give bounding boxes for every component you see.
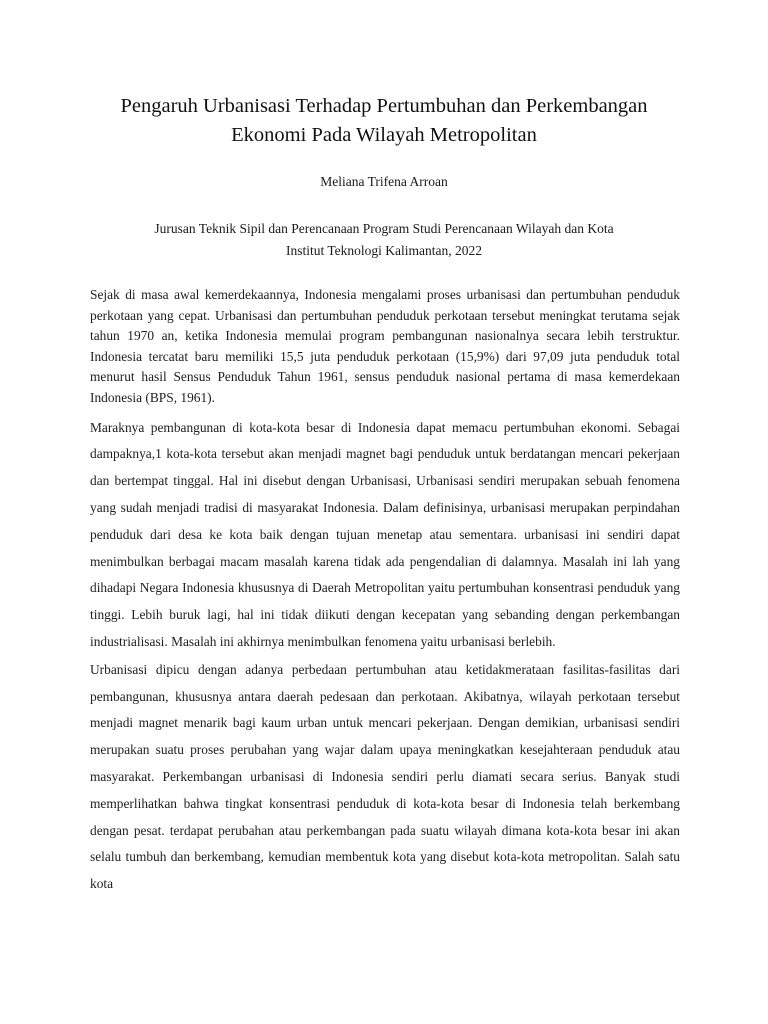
title-line-2: Ekonomi Pada Wilayah Metropolitan xyxy=(231,124,537,146)
affiliation xyxy=(0,218,768,262)
author-name: Meliana Trifena Arroan xyxy=(320,174,448,189)
paragraph-3: Urbanisasi dipicu dengan adanya perbedaan pertumbuhan atau ketidakmerataan fasilitas-fasilitas dari pembangunan, khususnya antara daerah pedesaan dan perkotaan. Akibatnya, wilayah perkotaan tersebut menjadi magnet menarik bagi kaum urban untuk mencari pekerjaan. Dengan demikian, urbanisasi sendiri merupakan suatu proses perubahan yang wajar dalam upaya meningkatkan kesejahteraan penduduk atau masyarakat. Perkembangan urbanisasi di Indonesia sendiri perlu diamati secara serius. Banyak studi memperlihatkan bahwa tingkat konsentrasi penduduk di kota-kota besar di Indonesia telah berkembang dengan pesat. terdapat perubahan atau perkembangan pada suatu wilayah dimana kota-kota besar ini akan selalu tumbuh dan berkembang, kemudian membentuk kota yang disebut kota-kota metropolitan. Salah satu kota xyxy=(90,661,680,892)
title-line-1: Pengaruh Urbanisasi Terhadap Pertumbuhan dan Perkembangan xyxy=(120,95,648,117)
paper-title xyxy=(60,92,708,150)
body-text xyxy=(90,285,680,898)
affiliation-line-2: Institut Teknologi Kalimantan, 2022 xyxy=(285,243,483,258)
affiliation-line-1: Jurusan Teknik Sipil dan Perencanaan Program Studi Perencanaan Wilayah dan Kota xyxy=(154,221,614,236)
paragraph-1: Sejak di masa awal kemerdekaannya, Indonesia mengalami proses urbanisasi dan pertumbuhan penduduk perkotaan yang cepat. Urbanisasi dan pertumbuhan penduduk perkotaan tersebut meningkat terutama sejak tahun 1970 an, ketika Indonesia memulai program pembangunan nasionalnya secara lebih terstruktur. Indonesia tercatat baru memiliki 15,5 juta penduduk perkotaan (15,9%) dari 97,09 juta penduduk total menurut hasil Sensus Penduduk Tahun 1961, sensus penduduk nasional pertama di masa kemerdekaan Indonesia (BPS, 1961). xyxy=(90,287,680,405)
paragraph-2: Maraknya pembangunan di kota-kota besar di Indonesia dapat memacu pertumbuhan ekonomi. Sebagai dampaknya,1 kota-kota tersebut akan menjadi magnet bagi penduduk untuk berdatangan mencari pekerjaan dan bertempat tinggal. Hal ini disebut dengan Urbanisasi, Urbanisasi sendiri merupakan sebuah fenomena yang sudah menjadi tradisi di masyarakat Indonesia. Dalam definisinya, urbanisasi merupakan perpindahan penduduk dari desa ke kota baik dengan tujuan menetap atau sementara. urbanisasi ini sendiri dapat menimbulkan berbagai macam masalah karena tidak ada pengendalian di dalamnya. Masalah ini lah yang dihadapi Negara Indonesia khususnya di Daerah Metropolitan yaitu pertumbuhan konsentrasi penduduk yang tinggi. Lebih buruk lagi, hal ini tidak diikuti dengan kecepatan yang sebanding dengan perkembangan industrialisasi. Masalah ini akhirnya menimbulkan fenomena yaitu urbanisasi berlebih. xyxy=(90,419,680,649)
